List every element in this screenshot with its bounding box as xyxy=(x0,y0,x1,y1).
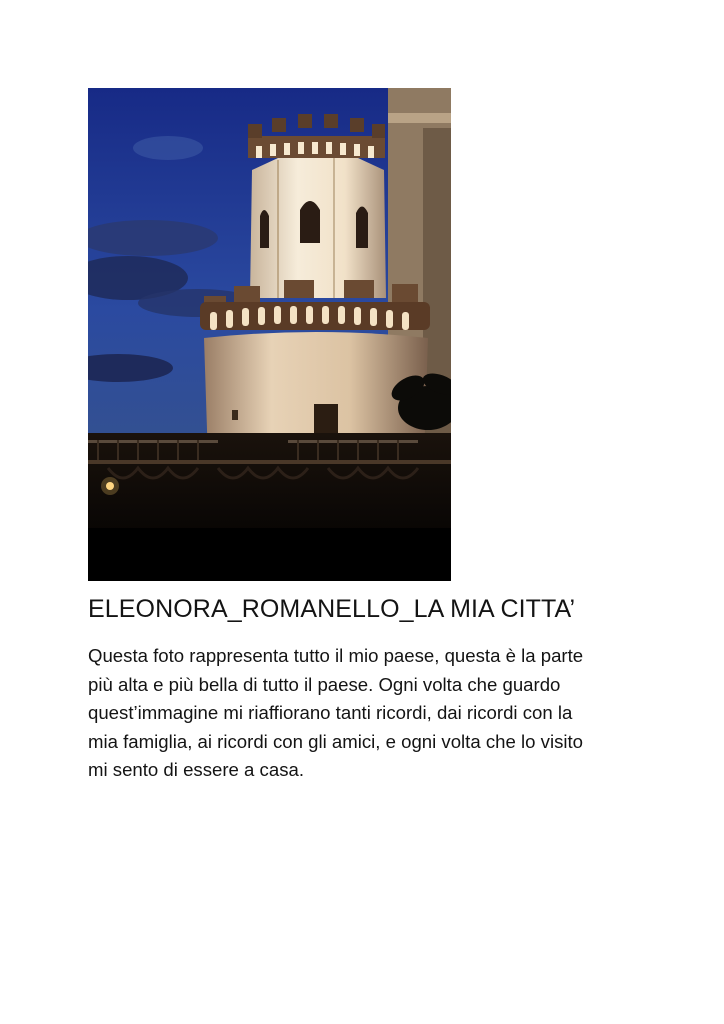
caption-line: Questa foto rappresenta tutto il mio paese, questa è la parte xyxy=(88,645,584,666)
caption-line: mia famiglia, ai ricordi con gli amici, e ogni volta che lo visito xyxy=(88,730,584,752)
caption-line: più alta e più bella di tutto il paese. Ogni volta che guardo xyxy=(88,673,561,695)
caption-line: mi sento di essere a casa. xyxy=(88,759,304,780)
tower-photo-image xyxy=(88,88,451,581)
caption-line: quest’immagine mi riaffiorano tanti ricordi, dai ricordi con la xyxy=(88,702,573,723)
caption-paragraph xyxy=(88,642,648,785)
document-title: ELEONORA_ROMANELLO_LA MIA CITTA’ xyxy=(88,595,576,623)
tower-photo xyxy=(88,88,451,581)
